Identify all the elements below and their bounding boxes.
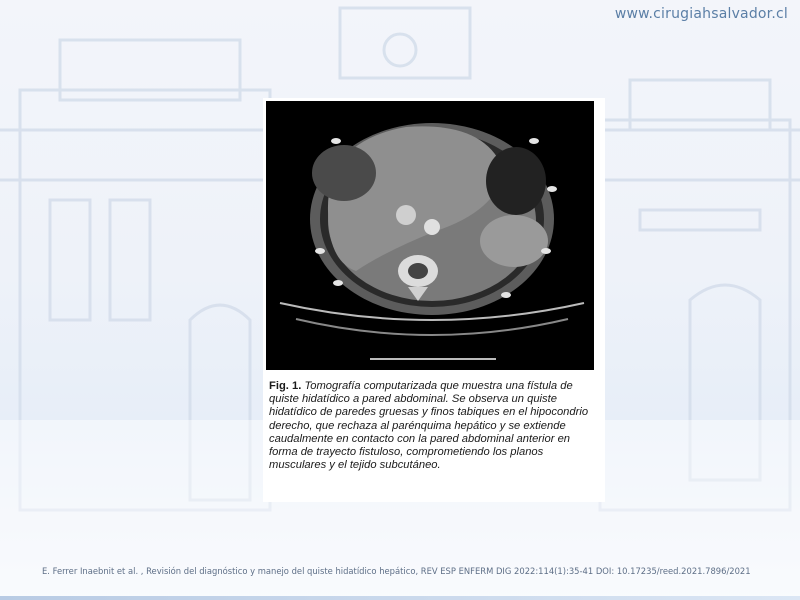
- bottom-divider: [0, 596, 800, 600]
- figure-label: Fig. 1.: [269, 380, 302, 392]
- ct-scan-graphic: [266, 101, 594, 370]
- figure-card: [263, 98, 605, 502]
- ct-scan-image: [266, 101, 594, 370]
- citation-footer: E. Ferrer Inaebnit et al. , Revisión del diagnóstico y manejo del quiste hidatídico hepático, REV ESP ENFERM DIG 2022:114(1):35-41 DOI: 10.17235/reed.2021.7896/2021: [42, 566, 751, 576]
- figure-caption: [269, 380, 599, 472]
- figure-caption-text: Tomografía computarizada que muestra una fístula de quiste hidatídico a pared abdominal. Se observa un quiste hidatídico de paredes gruesas y finos tabiques en el hipocondrio derecho, que rechaza al parénquima hepático y se extiende caudalmente en contacto con la pared abdominal anterior en forma de trayecto fistuloso, comprometiendo los planos musculares y el tejido subcutáneo.: [269, 380, 589, 472]
- site-url: www.cirugiahsalvador.cl: [614, 6, 788, 22]
